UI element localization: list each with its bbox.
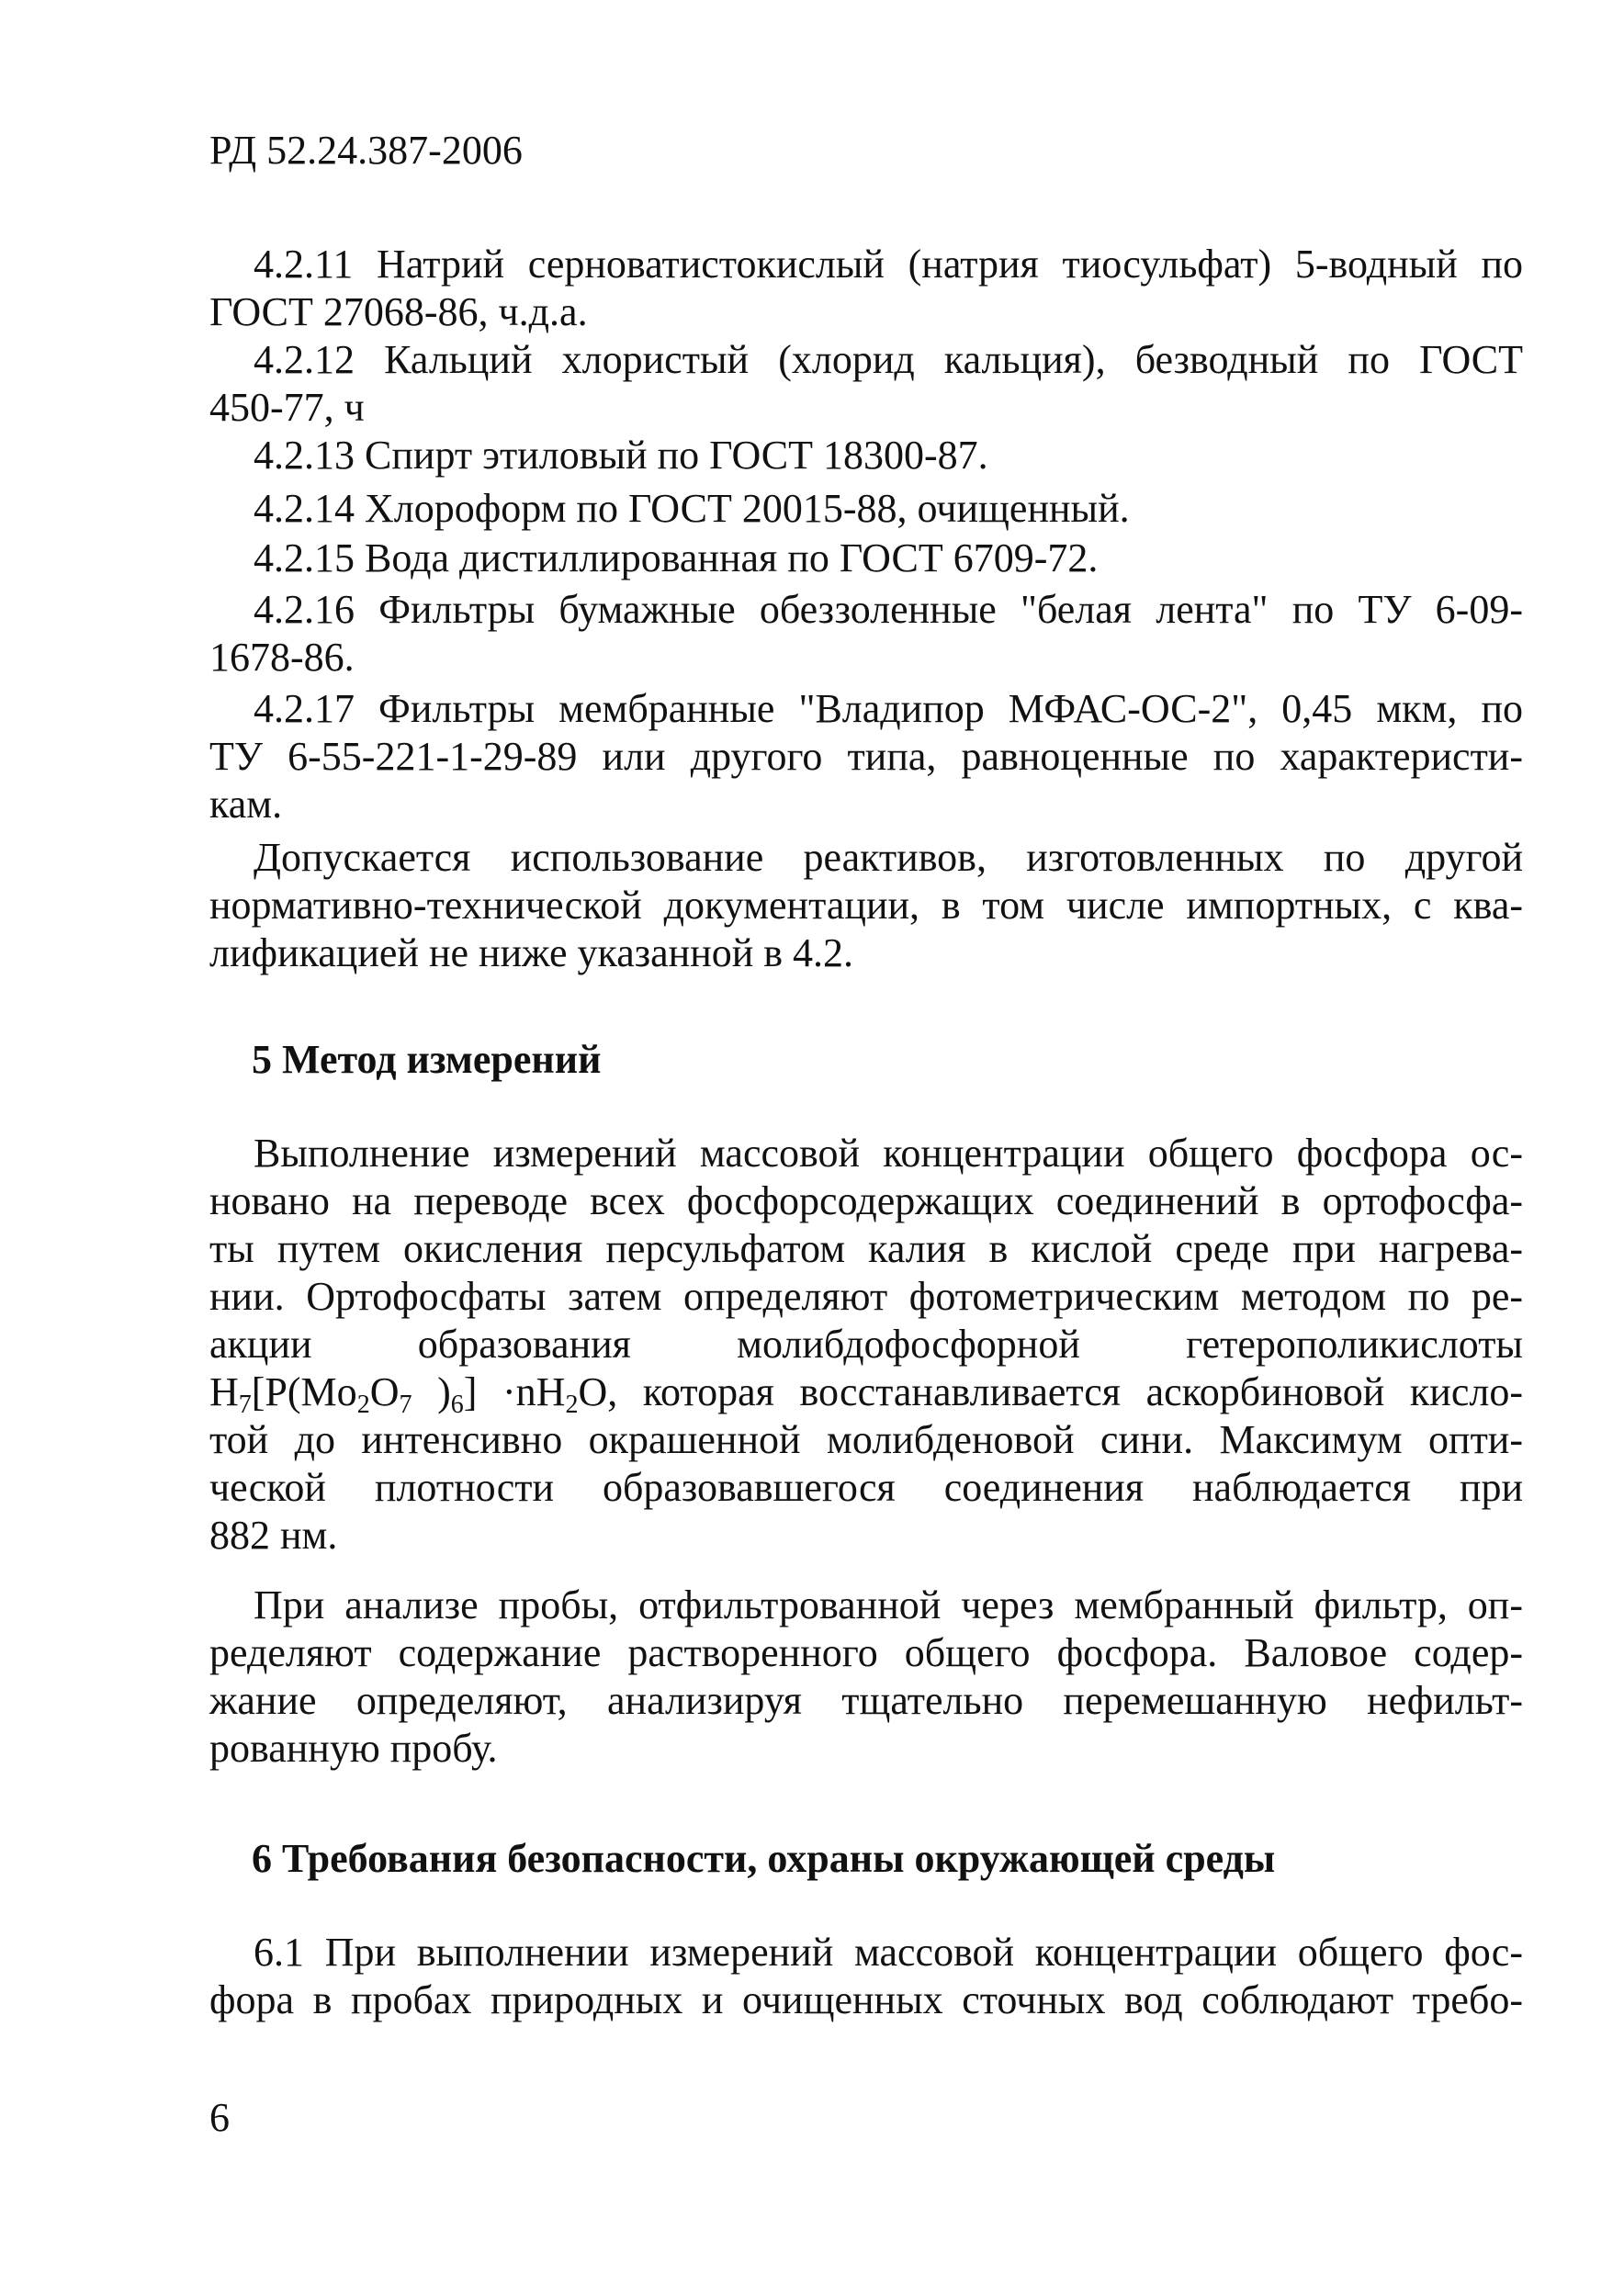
text-line: жание определяют, анализируя тщательно перемешанную нефильт- [209,1678,1523,1723]
text-line: нормативно-технической документации, в том числе импортных, с ква- [209,883,1523,928]
formula-part: [P(Mo [251,1369,357,1414]
text-line: ты путем окисления персульфатом калия в кислой среде при нагрева- [209,1226,1523,1271]
text-line: нии. Ортофосфаты затем определяют фотометрическим методом по ре- [209,1274,1523,1319]
page-number: 6 [209,2095,230,2140]
text-line: 4.2.17 Фильтры мембранные "Владипор МФАС-ОС-2", 0,45 мкм, по [254,686,1523,731]
list-item-4-2-16 [209,586,1523,681]
text-line: ТУ 6-55-221-1-29-89 или другого типа, равноценные по характеристи- [209,734,1523,779]
formula-subscript: 7 [238,1391,252,1419]
text-line: акции образования молибдофосфорной гетерополикислоты [209,1322,1523,1367]
text-line: 4.2.12 Кальций хлористый (хлорид кальция), безводный по ГОСТ [254,337,1523,382]
document-code-header: РД 52.24.387-2006 [209,128,523,173]
formula-subscript: 2 [565,1391,579,1419]
text-line: При анализе пробы, отфильтрованной через мембранный фильтр, оп- [254,1582,1523,1627]
reagents-note-paragraph [209,834,1523,977]
text-line: 4.2.11 Натрий серноватистокислый (натрия тиосульфат) 5-водный по [254,242,1523,287]
section-5-paragraph-2 [209,1582,1523,1773]
text-line: 4.2.15 Вода дистиллированная по ГОСТ 6709-72. [254,535,1099,580]
section-6-heading: 6 Требования безопасности, охраны окружающей среды [252,1836,1276,1881]
formula-o: O [369,1369,400,1414]
formula-h: H [209,1369,239,1414]
formula-subscript: 2 [356,1391,370,1419]
formula-part: ) [412,1369,451,1414]
text-line: 450-77, ч [209,385,365,430]
list-item-4-2-13 [209,432,1523,479]
text-line: рованную пробу. [209,1726,498,1771]
text-line: Допускается использование реактивов, изготовленных по другой [254,835,1523,880]
section-6-paragraph-1 [209,1929,1523,2024]
text-line: 4.2.13 Спирт этиловый по ГОСТ 18300-87. [254,433,988,478]
section-5-paragraph-1 [209,1130,1523,1560]
formula-subscript: 7 [399,1391,412,1419]
text-line: 882 нм. [209,1513,338,1558]
formula-part: O, которая восстанавливается аскорбиновой кисло- [578,1369,1523,1414]
list-item-4-2-11 [209,241,1523,336]
formula-line [209,1368,1523,1419]
text-line: 4.2.14 Хлороформ по ГОСТ 20015-88, очищенный. [254,486,1130,531]
list-item-4-2-15 [209,535,1523,582]
text-line: новано на переводе всех фосфорсодержащих соединений в ортофосфа- [209,1178,1523,1223]
text-line: ГОСТ 27068-86, ч.д.а. [209,289,588,334]
text-line: ределяют содержание растворенного общего фосфора. Валовое содер- [209,1630,1523,1675]
section-5-heading: 5 Метод измерений [252,1037,602,1082]
text-line: 1678-86. [209,635,355,680]
formula-subscript: 6 [450,1391,464,1419]
text-line: кам. [209,782,283,827]
list-item-4-2-17 [209,685,1523,828]
text-line: 4.2.16 Фильтры бумажные обеззоленные "белая лента" по ТУ 6-09- [254,587,1523,632]
list-item-4-2-14 [209,485,1523,533]
text-line: лификацией не ниже указанной в 4.2. [209,930,854,975]
text-line: той до интенсивно окрашенной молибденовой сини. Максимум опти- [209,1417,1523,1462]
text-line: Выполнение измерений массовой концентрации общего фосфора ос- [254,1131,1523,1176]
text-line: 6.1 При выполнении измерений массовой концентрации общего фос- [254,1930,1523,1975]
list-item-4-2-12 [209,336,1523,432]
formula-part: ] ·nH [463,1369,566,1414]
text-line: ческой плотности образовавшегося соединения наблюдается при [209,1465,1523,1510]
text-line: фора в пробах природных и очищенных сточных вод соблюдают требо- [209,1977,1523,2022]
